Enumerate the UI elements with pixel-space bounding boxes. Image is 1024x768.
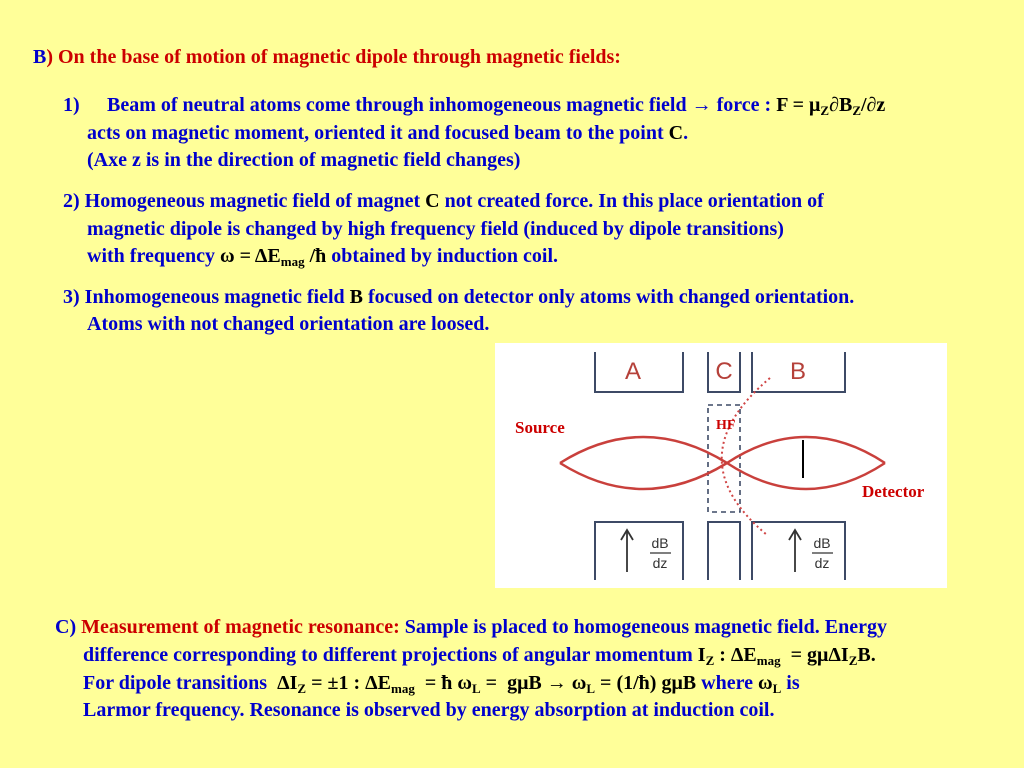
formula-subscript-l: L xyxy=(772,680,782,696)
item-3-line-2: Atoms with not changed orientation are loosed. xyxy=(87,313,490,335)
formula-subscript-l: L xyxy=(472,680,481,696)
formula-delta-e: = ±1 : ΔE xyxy=(306,672,392,694)
section-c-line-3-text: For dipole transitions xyxy=(83,672,278,694)
formula-g-mu-delta-i: = gμΔI xyxy=(780,644,849,666)
item-2-line-3 xyxy=(87,244,558,268)
item-3-line-1 xyxy=(63,285,854,309)
formula-omega: ω xyxy=(757,672,773,694)
section-c-line-2 xyxy=(83,643,876,667)
formula-omega-value: = (1/ħ) gμB xyxy=(595,672,697,694)
atomic-beam-resonance-diagram xyxy=(495,343,947,588)
item-2-line-1 xyxy=(63,189,824,213)
formula-hbar-omega: = ħ ω xyxy=(414,672,472,694)
formula-b: B. xyxy=(857,644,876,666)
item-3-line-1-rest: focused on detector only atoms with changed orientation. xyxy=(363,286,855,308)
item-2-line-1-text: 2) Homogeneous magnetic field of magnet xyxy=(63,190,426,212)
force-formula xyxy=(776,94,885,116)
formula-delta-e: : ΔE xyxy=(714,644,757,666)
section-c-letter: C) xyxy=(55,616,82,638)
section-b-title: ) On the base of motion of magnetic dipole through magnetic fields: xyxy=(46,46,621,68)
item-1-line-2-end: . xyxy=(683,122,689,144)
frequency-formula-hbar: /ħ xyxy=(304,245,327,267)
formula-subscript-z: Z xyxy=(705,652,715,668)
item-1-line-2-text: acts on magnetic moment, oriented it and focused beam to the point xyxy=(87,122,669,144)
item-1-line-2 xyxy=(87,121,688,145)
item-1-line-3: (Axe z is in the direction of magnetic field changes) xyxy=(87,149,521,171)
force-formula-partial-b: ∂B xyxy=(829,94,853,116)
section-b-letter: B xyxy=(33,46,47,68)
formula-subscript-z: Z xyxy=(848,652,858,668)
frequency-formula xyxy=(220,245,326,267)
hf-label: HF xyxy=(716,418,736,433)
section-c-line-4: Larmor frequency. Resonance is observed by energy absorption at induction coil. xyxy=(83,699,775,721)
detector-label: Detector xyxy=(862,482,925,501)
force-formula-f-mu: F = μ xyxy=(776,94,821,116)
item-1-line-1-text: Beam of neutral atoms come through inhomogeneous magnetic field → force : xyxy=(107,94,777,116)
section-c-line-3-where: where xyxy=(696,672,758,694)
frequency-formula-subscript-mag: mag xyxy=(280,253,305,269)
point-c: C xyxy=(668,122,684,144)
gradient-denominator-right: dz xyxy=(814,555,830,571)
formula-delta-i: ΔI xyxy=(277,672,298,694)
section-b-heading xyxy=(33,45,621,69)
formula-g-mu-b-omega: = gμB → ω xyxy=(480,672,587,694)
energy-difference-formula xyxy=(698,644,876,666)
formula-subscript-mag: mag xyxy=(391,680,415,696)
section-c-line-2-text: difference corresponding to different projections of angular momentum xyxy=(83,644,698,666)
formula-subscript-l: L xyxy=(586,680,596,696)
item-1-line-1 xyxy=(107,93,885,117)
formula-subscript-mag: mag xyxy=(756,652,781,668)
gradient-denominator-left: dz xyxy=(652,555,668,571)
item-2-line-2: magnetic dipole is changed by high frequency field (induced by dipole transitions) xyxy=(87,218,784,240)
formula-omega-l xyxy=(758,672,781,694)
gradient-numerator-left: dB xyxy=(651,535,669,551)
force-formula-subscript-z: Z xyxy=(852,102,861,118)
force-formula-subscript-z: Z xyxy=(820,102,830,118)
source-label: Source xyxy=(515,418,565,437)
frequency-formula-omega: ω = ΔE xyxy=(219,245,281,267)
force-formula-partial-z: /∂z xyxy=(860,94,886,116)
section-c-line-1-rest: Sample is placed to homogeneous magnetic field. Energy xyxy=(399,616,887,638)
field-b-ref: B xyxy=(349,286,364,308)
larmor-formula xyxy=(277,672,696,694)
section-c-title: Measurement of magnetic resonance: xyxy=(81,616,400,638)
gradient-numerator-right: dB xyxy=(813,535,831,551)
magnet-b-label: B xyxy=(789,358,807,385)
magnet-c-ref: C xyxy=(425,190,440,212)
section-c-line-1 xyxy=(55,615,887,639)
formula-i: I xyxy=(697,644,706,666)
section-c-line-3-end: is xyxy=(781,672,800,694)
item-2-line-3-rest: obtained by induction coil. xyxy=(326,245,559,267)
magnet-c-label: C xyxy=(715,358,733,385)
item-3-line-1-text: 3) Inhomogeneous magnetic field xyxy=(63,286,350,308)
item-2-line-3-text: with frequency xyxy=(87,245,220,267)
item-1-number: 1) xyxy=(63,94,80,116)
item-2-line-1-rest: not created force. In this place orientation of xyxy=(439,190,824,212)
section-c-line-3 xyxy=(83,671,800,695)
formula-subscript-z: Z xyxy=(297,680,307,696)
magnet-a-label: A xyxy=(624,358,642,385)
